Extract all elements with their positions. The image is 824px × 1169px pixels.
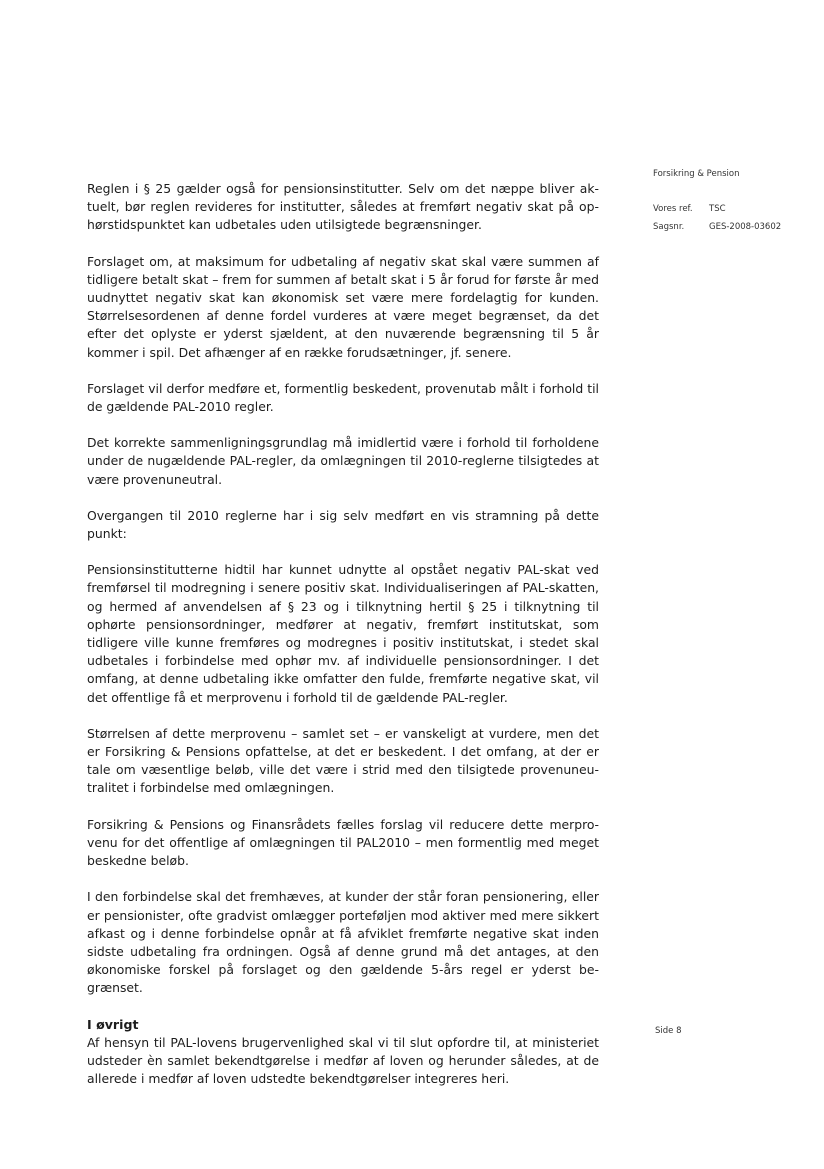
paragraph-6: Pensionsinstitutterne hidtil har kunnet udnytte al opstået negativ PAL-skat ved fremførsel til modregning i senere positiv skat. Individualiseringen af PAL-skatten, og hermed af anvendelsen af § 23 og i tilknytning hertil § 25 i tilknytning til ophørte pensionsordninger, medfører at negativ, fremført institutskat, som tidligere ville kunne fremføres og modregnes i positiv institutskat, i stedet skal udbetales i forbindelse med ophør mv. af individuelle pensionsordninger. I det omfang, at denne udbetaling ikke omfatter den fulde, fremførte negative skat, vil det offentlige få et merprovenu i forhold til de gældende PAL-regler.: [87, 562, 599, 705]
letter-body: [87, 180, 599, 1106]
paragraph-1: Reglen i § 25 gælder også for pensionsinstitutter. Selv om det næppe bliver aktuelt, bør reglen revideres for institutter, således at fremført negativ skat på ophørstidspunktet kan udbetales uden utilsigtede begrænsninger.: [87, 181, 599, 233]
paragraph-7: Størrelsen af dette merprovenu – samlet set – er vanskeligt at vurdere, men det er Forsikring & Pensions opfattelse, at det er beskedent. I det omfang, at der er tale om væsentlige beløb, ville det være i strid med den tilsigtede provenuneutralitet i forbindelse med omlægningen.: [87, 725, 599, 796]
paragraph-4: Det korrekte sammenligningsgrundlag må imidlertid være i forhold til forholdene under de nugældende PAL-regler, da omlægningen til 2010-reglerne tilsigtedes at være provenuneutral.: [87, 435, 599, 487]
paragraph-8: Forsikring & Pensions og Finansrådets fælles forslag vil reducere dette merprovenu for det offentlige af omlægningen til PAL2010 – men formentlig med meget beskedne beløb.: [87, 816, 599, 869]
page-number: Side 8: [655, 1026, 682, 1036]
reference-row: [653, 201, 726, 217]
case-number-value: GES-2008-03602: [709, 222, 782, 232]
paragraph-3: Forslaget vil derfor medføre et, formentlig beskedent, provenutab målt i forhold til de gældende PAL-2010 regler.: [87, 380, 599, 415]
section-heading: I øvrigt: [87, 1016, 139, 1032]
case-number-label: Sagsnr.: [653, 222, 685, 232]
organization-name: Forsikring & Pension: [653, 169, 740, 179]
closing-paragraph: Af hensyn til PAL-lovens brugervenlighed skal vi til slut opfordre til, at ministeriet udsteder èn samlet bekendtgørelse i medfør af loven og herunder således, at de allerede i medfør af loven udstedte bekendtgørelser integreres heri.: [87, 1034, 599, 1087]
paragraph-9: I den forbindelse skal det fremhæves, at kunder der står foran pensionering, eller er pensionister, ofte gradvist omlægger porteføljen mod aktiver med mere sikkert afkast og i denne forbindelse opnår at få afviklet fremførte negative skat inden sidste udbetaling fra ordningen. Også af denne grund må det antages, at den økonomiske forskel på forslaget og den gældende 5-års regel er yderst begrænset.: [87, 889, 599, 996]
paragraph-5: Overgangen til 2010 reglerne har i sig selv medført en vis stramning på dette punkt:: [87, 507, 599, 542]
reference-value: TSC: [709, 204, 726, 214]
case-number-row: [653, 219, 781, 235]
reference-label: Vores ref.: [653, 204, 693, 214]
paragraph-2: Forslaget om, at maksimum for udbetaling af negativ skat skal være summen af tidligere betalt skat – frem for summen af betalt skat i 5 år forud for første år med uudnyttet negativ skat kan økonomisk set være mere fordelagtig for kunden. Størrelsesordenen af denne fordel vurderes at være meget begrænset, da det efter det oplyste er yderst sjældent, at den nuværende begrænsning til 5 år kommer i spil. Det afhænger af en række forudsætninger, jf. senere.: [87, 253, 599, 360]
